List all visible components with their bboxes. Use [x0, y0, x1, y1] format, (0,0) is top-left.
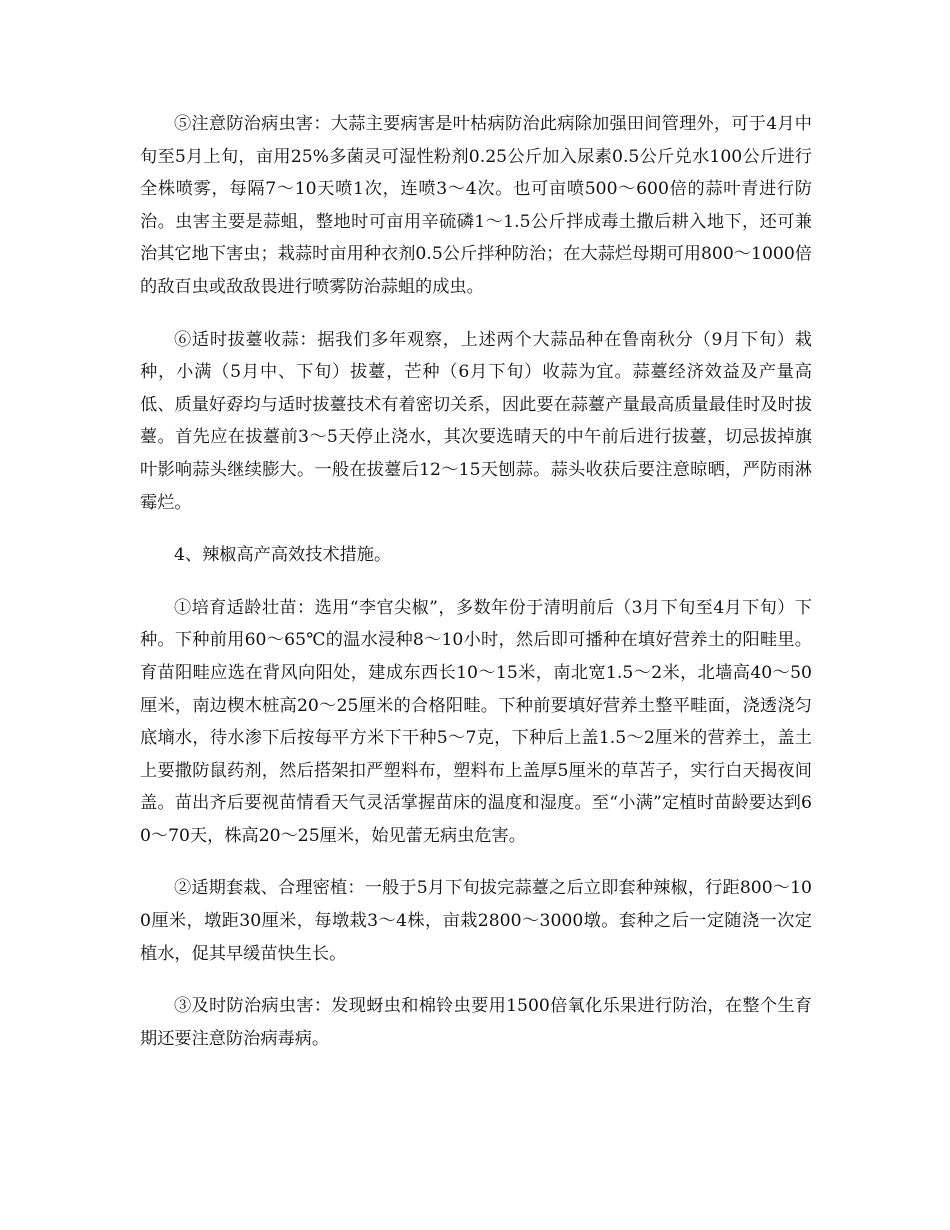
paragraph-interplanting: ②适期套栽、合理密植：一般于5月下旬拔完蒜薹之后立即套种辣椒，行距800～100厘米，墩距30厘米，每墩栽3～4株，亩栽2800～3000墩。套种之后一定随浇一次定植水，促其早缓苗快生长。 — [140, 878, 812, 964]
paragraph-pest-control-pepper: ③及时防治病虫害：发现蚜虫和棉铃虫要用1500倍氧化乐果进行防治，在整个生育期还要注意防治病毒病。 — [140, 996, 812, 1049]
paragraph-harvest-garlic: ⑥适时拔薹收蒜：据我们多年观察，上述两个大蒜品种在鲁南秋分（9月下旬）栽种，小满（5月中、下旬）拔薹，芒种（6月下旬）收蒜为宜。蒜薹经济效益及产量高低、质量好孬均与适时拔薹技术有着密切关系，因此要在蒜薹产量最高质量最佳时及时拔薹。首先应在拔薹前3～5天停止浇水，其次要选晴天的中午前后进行拔薹，切忌拔掉旗叶影响蒜头继续膨大。一般在拔薹后12～15天刨蒜。蒜头收获后要注意晾晒，严防雨淋霉烂。 — [140, 329, 812, 513]
paragraph-seedling-cultivation: ①培育适龄壮苗：选用“李官尖椒”，多数年份于清明前后（3月下旬至4月下旬）下种。下种前用60～65℃的温水浸种8～10小时，然后即可播种在填好营养土的阳畦里。育苗阳畦应选在背风向阳处，建成东西长10～15米，南北宽1.5～2米，北墙高40～50厘米，南边楔木桩高20～25厘米的合格阳畦。下种前要填好营养土整平畦面，浇透浇匀底墒水，待水渗下后按每平方米下干种5～7克，下种后上盖1.5～2厘米的营养土，盖土上要撒防鼠药剂，然后搭架扣严塑料布，塑料布上盖厚5厘米的草苫子，实行白天揭夜间盖。苗出齐后要视苗情看天气灵活掌握苗床的温度和湿度。至“小满”定植时苗龄要达到60～70天，株高20～25厘米，始见蕾无病虫危害。 — [140, 597, 812, 846]
section-heading-pepper: 4、辣椒高产高效技术措施。 — [174, 545, 392, 566]
paragraph-pest-control-garlic: ⑤注意防治病虫害：大蒜主要病害是叶枯病防治此病除加强田间管理外，可于4月中旬至5月上旬，亩用25%多菌灵可湿性粉剂0.25公斤加入尿素0.5公斤兑水100公斤进行全株喷雾，每隔7～10天喷1次，连喷3～4次。也可亩喷500～600倍的蒜叶青进行防治。虫害主要是蒜蛆，整地时可亩用辛硫磷1～1.5公斤拌成毒土撒后耕入地下，还可兼治其它地下害虫；栽蒜时亩用种衣剂0.5公斤拌种防治；在大蒜烂母期可用800～1000倍的敌百虫或敌敌畏进行喷雾防治蒜蛆的成虫。 — [140, 114, 812, 297]
document-body — [140, 108, 812, 1075]
